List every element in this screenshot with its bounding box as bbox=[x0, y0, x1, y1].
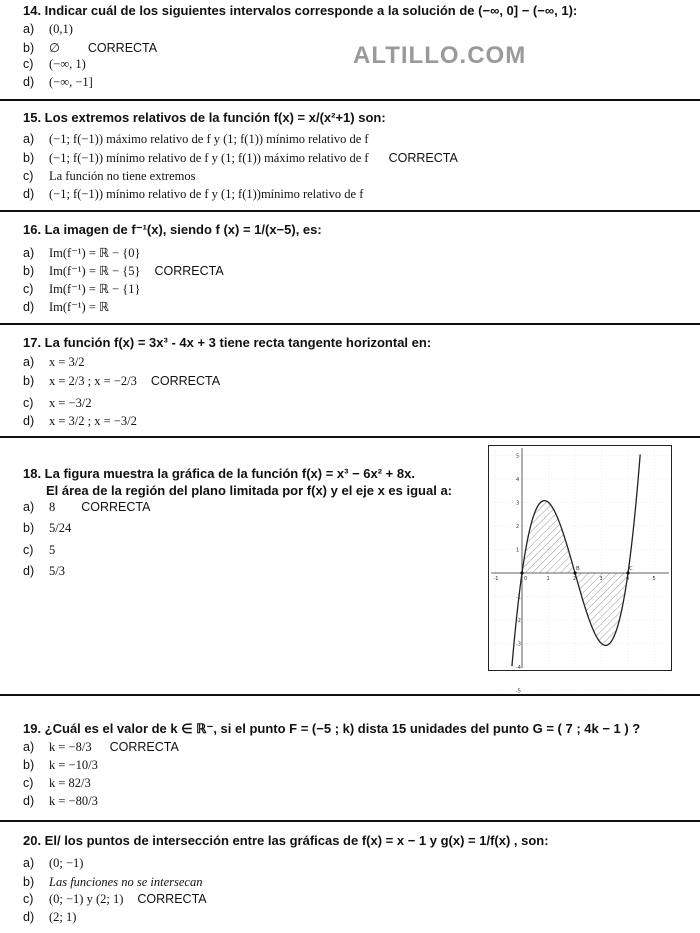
option-a: a) Im(f⁻¹) = ℝ − {0} bbox=[23, 246, 141, 260]
y-tick-label: -1 bbox=[516, 594, 521, 601]
question-title: 20. El/ los puntos de intersección entre las gráficas de f(x) = x − 1 y g(x) = 1/f(x) , son: bbox=[23, 833, 549, 848]
option-b: b) ∅ CORRECTA bbox=[23, 41, 158, 55]
watermark: ALTILLO.COM bbox=[353, 42, 527, 69]
option-d: d) (−∞, −1] bbox=[23, 75, 93, 89]
y-tick-label: -4 bbox=[516, 665, 521, 671]
question-title: 19. ¿Cuál es el valor de k ∈ ℝ⁻, si el punto F = (−5 ; k) dista 15 unidades del punto G = ( 7 ; 4k − 1 ) ? bbox=[23, 721, 641, 736]
divider bbox=[0, 323, 700, 325]
option-a: a) (0; −1) bbox=[23, 856, 84, 870]
option-c: c) (−∞, 1) bbox=[23, 57, 86, 71]
divider bbox=[0, 694, 700, 696]
question-title: 17. La función f(x) = 3x³ - 4x + 3 tiene recta tangente horizontal en: bbox=[23, 335, 432, 350]
divider bbox=[0, 820, 700, 822]
option-b: b) Im(f⁻¹) = ℝ − {5} CORRECTA bbox=[23, 264, 224, 278]
x-tick-label: 1 bbox=[546, 576, 550, 582]
option-a: a) 8 CORRECTA bbox=[23, 500, 151, 514]
option-c: c) La función no tiene extremos bbox=[23, 169, 196, 183]
option-a: a) (0,1) bbox=[23, 22, 73, 36]
option-d: d) x = 3/2 ; x = −3/2 bbox=[23, 414, 137, 428]
option-b: b) x = 2/3 ; x = −2/3 CORRECTA bbox=[23, 374, 221, 388]
x-tick-label: 4 bbox=[626, 576, 630, 582]
option-b: b) Las funciones no se intersecan bbox=[23, 875, 203, 889]
option-c: c) Im(f⁻¹) = ℝ − {1} bbox=[23, 282, 141, 296]
x-tick-label: 3 bbox=[599, 576, 603, 582]
option-a: a) x = 3/2 bbox=[23, 355, 85, 369]
divider bbox=[0, 210, 700, 212]
option-c: c) k = 82/3 bbox=[23, 776, 91, 790]
option-d: d) k = −80/3 bbox=[23, 794, 98, 808]
option-b: b) k = −10/3 bbox=[23, 758, 98, 772]
option-d: d) 5/3 bbox=[23, 564, 65, 578]
question-title: 18. La figura muestra la gráfica de la función f(x) = x³ − 6x² + 8x. bbox=[23, 466, 415, 481]
option-c: c) (0; −1) y (2; 1) CORRECTA bbox=[23, 892, 207, 906]
shaded-region-negative bbox=[575, 573, 628, 645]
y-tick-label: 4 bbox=[516, 477, 520, 483]
option-d: d) (−1; f(−1)) mínimo relativo de f y (1; f(1))mínimo relativo de f bbox=[23, 187, 364, 201]
y-tick-label: -3 bbox=[516, 641, 521, 648]
option-a: a) k = −8/3 CORRECTA bbox=[23, 740, 179, 754]
question-title: 16. La imagen de f⁻¹(x), siendo f (x) = 1/(x−5), es: bbox=[23, 222, 322, 237]
y-tick-label: 1 bbox=[516, 547, 520, 554]
x-tick-label: -1 bbox=[493, 576, 499, 582]
question-title-line-2: El área de la región del plano limitada por f(x) y el eje x es igual a: bbox=[46, 483, 453, 498]
divider bbox=[0, 99, 700, 101]
question-title: 14. Indicar cuál de los siguientes intervalos corresponde a la solución de (−∞, 0] − (−∞, 1): bbox=[23, 3, 578, 18]
x-tick-label: 0 bbox=[524, 576, 528, 582]
y-tick-label: -2 bbox=[516, 618, 521, 624]
shaded-region-positive bbox=[522, 501, 575, 573]
option-c: c) 5 bbox=[23, 543, 56, 557]
x-tick-label: 5 bbox=[652, 576, 656, 582]
function-graph bbox=[488, 445, 672, 695]
root-point bbox=[520, 571, 523, 574]
x-tick-label: 2 bbox=[573, 576, 577, 582]
point-label-b: B bbox=[576, 566, 580, 572]
graph-canvas bbox=[489, 446, 671, 695]
option-d: d) Im(f⁻¹) = ℝ bbox=[23, 300, 109, 314]
y-tick-label: 2 bbox=[516, 524, 520, 530]
y-tick-label: -5 bbox=[516, 688, 521, 695]
question-title: 15. Los extremos relativos de la función f(x) = x/(x²+1) son: bbox=[23, 110, 386, 125]
point-label-c: C bbox=[629, 566, 633, 572]
option-b: b) (−1; f(−1)) mínimo relativo de f y (1; f(1)) máximo relativo de f CORRECTA bbox=[23, 151, 458, 165]
y-tick-label: 3 bbox=[516, 500, 520, 507]
option-c: c) x = −3/2 bbox=[23, 396, 92, 410]
option-b: b) 5/24 bbox=[23, 521, 72, 535]
divider bbox=[0, 436, 700, 438]
option-a: a) (−1; f(−1)) máximo relativo de f y (1; f(1)) mínimo relativo de f bbox=[23, 132, 369, 146]
y-tick-label: 5 bbox=[516, 453, 520, 460]
option-d: d) (2; 1) bbox=[23, 910, 77, 924]
